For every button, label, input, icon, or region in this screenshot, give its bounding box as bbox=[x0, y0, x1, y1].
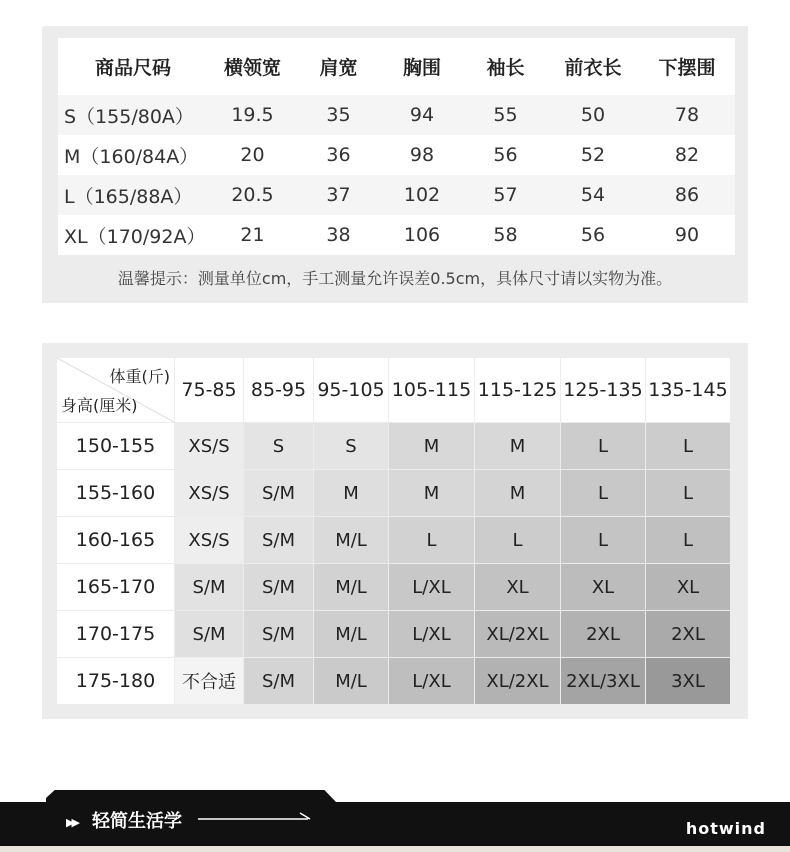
size-cell: M bbox=[314, 470, 388, 516]
table-cell: 54 bbox=[547, 175, 639, 215]
size-cell: M/L bbox=[314, 564, 388, 610]
height-range-label: 150-155 bbox=[57, 423, 174, 469]
size-measurement-table bbox=[58, 38, 735, 255]
weight-range-header: 115-125 bbox=[475, 358, 560, 422]
table-cell: 20.5 bbox=[208, 175, 297, 215]
header-sleeve: 袖长 bbox=[464, 38, 547, 95]
size-label: M（160/84A） bbox=[58, 135, 208, 175]
table-row bbox=[57, 423, 730, 469]
table-cell: 35 bbox=[297, 95, 380, 135]
arrow-line-icon bbox=[198, 812, 318, 826]
size-cell: L bbox=[561, 470, 645, 516]
table-cell: 58 bbox=[464, 215, 547, 255]
table-cell: 38 bbox=[297, 215, 380, 255]
height-range-label: 155-160 bbox=[57, 470, 174, 516]
size-cell: XS/S bbox=[175, 517, 243, 563]
size-recommendation-table bbox=[56, 357, 731, 705]
size-measurement-panel bbox=[42, 26, 748, 303]
size-cell: S/M bbox=[244, 517, 313, 563]
header-chest: 胸围 bbox=[380, 38, 464, 95]
size-cell: L bbox=[561, 517, 645, 563]
table-cell: 102 bbox=[380, 175, 464, 215]
table-cell: 94 bbox=[380, 95, 464, 135]
size-cell: M bbox=[475, 423, 560, 469]
table-row bbox=[57, 658, 730, 704]
header-size: 商品尺码 bbox=[58, 38, 208, 95]
measurement-note: 温馨提示：测量单位cm，手工测量允许误差0.5cm，具体尺寸请以实物为准。 bbox=[117, 269, 673, 288]
brand-logo: hotwind bbox=[685, 819, 766, 838]
size-cell: M/L bbox=[314, 658, 388, 704]
table-cell: 50 bbox=[547, 95, 639, 135]
table-cell: 56 bbox=[547, 215, 639, 255]
table-cell: 37 bbox=[297, 175, 380, 215]
table-row bbox=[58, 95, 735, 135]
size-cell: XL bbox=[475, 564, 560, 610]
size-cell: XL bbox=[646, 564, 730, 610]
header-hem: 下摆围 bbox=[639, 38, 735, 95]
size-cell: XL bbox=[561, 564, 645, 610]
size-label: L（165/88A） bbox=[58, 175, 208, 215]
size-cell: S/M bbox=[175, 611, 243, 657]
size-cell: L bbox=[561, 423, 645, 469]
height-axis-label: 身高(厘米) bbox=[61, 396, 138, 415]
table-cell: 106 bbox=[380, 215, 464, 255]
size-label: S（155/80A） bbox=[58, 95, 208, 135]
table-cell: 57 bbox=[464, 175, 547, 215]
recommendation-body bbox=[57, 423, 730, 704]
size-cell: S/M bbox=[175, 564, 243, 610]
size-cell: XL/2XL bbox=[475, 611, 560, 657]
weight-axis-label: 体重(斤) bbox=[109, 367, 170, 386]
size-cell: L bbox=[646, 470, 730, 516]
size-cell: S/M bbox=[244, 611, 313, 657]
height-range-label: 160-165 bbox=[57, 517, 174, 563]
height-range-label: 165-170 bbox=[57, 564, 174, 610]
size-cell: 2XL bbox=[561, 611, 645, 657]
size-cell: L bbox=[646, 423, 730, 469]
size-cell: M bbox=[389, 423, 474, 469]
size-cell: S/M bbox=[244, 470, 313, 516]
size-cell: L/XL bbox=[389, 564, 474, 610]
size-cell: M bbox=[389, 470, 474, 516]
size-cell: S/M bbox=[244, 564, 313, 610]
table-row bbox=[57, 611, 730, 657]
table-cell: 21 bbox=[208, 215, 297, 255]
size-cell: S bbox=[244, 423, 313, 469]
header-shoulder: 肩宽 bbox=[297, 38, 380, 95]
weight-range-header: 95-105 bbox=[314, 358, 388, 422]
size-recommendation-panel bbox=[42, 343, 748, 719]
table-cell: 86 bbox=[639, 175, 735, 215]
table-cell: 90 bbox=[639, 215, 735, 255]
table-row bbox=[57, 564, 730, 610]
height-range-label: 170-175 bbox=[57, 611, 174, 657]
footer-bottom-strip bbox=[0, 846, 790, 852]
table-row bbox=[58, 135, 735, 175]
table-cell: 56 bbox=[464, 135, 547, 175]
table-row bbox=[58, 215, 735, 255]
table-row bbox=[57, 470, 730, 516]
header-neck-width: 横领宽 bbox=[208, 38, 297, 95]
table-cell: 78 bbox=[639, 95, 735, 135]
size-cell: L/XL bbox=[389, 658, 474, 704]
size-cell: 3XL bbox=[646, 658, 730, 704]
size-cell: L bbox=[389, 517, 474, 563]
table-cell: 52 bbox=[547, 135, 639, 175]
size-cell: M bbox=[475, 470, 560, 516]
size-cell: M/L bbox=[314, 517, 388, 563]
table-header-row bbox=[58, 38, 735, 95]
corner-header bbox=[57, 358, 174, 422]
size-cell: L bbox=[646, 517, 730, 563]
size-cell: S/M bbox=[244, 658, 313, 704]
size-cell: 2XL bbox=[646, 611, 730, 657]
size-cell: XS/S bbox=[175, 423, 243, 469]
size-cell: XS/S bbox=[175, 470, 243, 516]
table-row bbox=[57, 517, 730, 563]
table-row bbox=[58, 175, 735, 215]
size-cell: M/L bbox=[314, 611, 388, 657]
weight-range-header: 125-135 bbox=[561, 358, 645, 422]
table-cell: 98 bbox=[380, 135, 464, 175]
footer-slogan: 轻简生活学 bbox=[92, 811, 182, 832]
size-cell: XL/2XL bbox=[475, 658, 560, 704]
double-arrow-icon: ▶▶ bbox=[66, 816, 77, 829]
table-cell: 20 bbox=[208, 135, 297, 175]
size-cell: L bbox=[475, 517, 560, 563]
size-label: XL（170/92A） bbox=[58, 215, 208, 255]
table-cell: 36 bbox=[297, 135, 380, 175]
weight-header-row bbox=[57, 358, 730, 422]
table-cell: 82 bbox=[639, 135, 735, 175]
weight-range-header: 85-95 bbox=[244, 358, 313, 422]
size-cell: S bbox=[314, 423, 388, 469]
table-cell: 55 bbox=[464, 95, 547, 135]
weight-range-header: 135-145 bbox=[646, 358, 730, 422]
size-cell: L/XL bbox=[389, 611, 474, 657]
height-range-label: 175-180 bbox=[57, 658, 174, 704]
weight-range-header: 105-115 bbox=[389, 358, 474, 422]
size-cell: 2XL/3XL bbox=[561, 658, 645, 704]
header-front-length: 前衣长 bbox=[547, 38, 639, 95]
table-cell: 19.5 bbox=[208, 95, 297, 135]
size-cell: 不合适 bbox=[175, 658, 243, 704]
weight-range-header: 75-85 bbox=[175, 358, 243, 422]
